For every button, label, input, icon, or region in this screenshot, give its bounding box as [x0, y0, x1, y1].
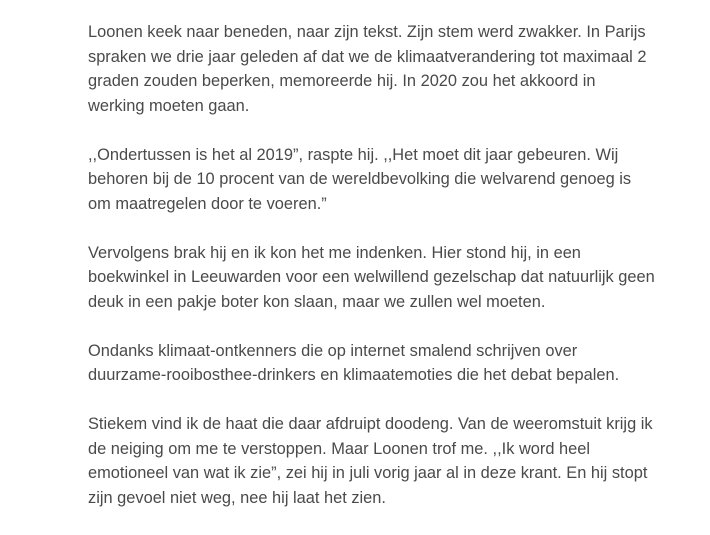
paragraph-line: Stiekem vind ik de haat die daar afdruipt doodeng. Van de weeromstuit krijg ik [88, 415, 653, 433]
paragraph-line: spraken we drie jaar geleden af dat we de klimaatverandering tot maximaal 2 [88, 47, 647, 66]
paragraph-line: werking moeten gaan. [88, 96, 250, 115]
paragraph-line: ,,Ondertussen is het al 2019”, raspte hij. ,,Het moet dit jaar gebeuren. Wij [88, 145, 619, 164]
article-paragraph-4 [88, 339, 688, 388]
article-paragraph-2 [88, 143, 688, 217]
paragraph-line: deuk in een pakje boter kon slaan, maar we zullen wel moeten. [88, 292, 546, 311]
article-body [88, 20, 688, 535]
paragraph-line: Loonen keek naar beneden, naar zijn tekst. Zijn stem werd zwakker. In Parijs [88, 23, 646, 41]
paragraph-line: behoren bij de 10 procent van de wereldbevolking die welvarend genoeg is [88, 170, 632, 188]
paragraph-line: zijn gevoel niet weg, nee hij laat het zien. [88, 488, 386, 507]
paragraph-line: graden zouden beperken, memoreerde hij. In 2020 zou het akkoord in [88, 72, 596, 90]
article-paragraph-5 [88, 412, 688, 510]
article-paragraph-3 [88, 241, 688, 315]
paragraph-line: Vervolgens brak hij en ik kon het me indenken. Hier stond hij, in een [88, 243, 581, 262]
paragraph-line: om maatregelen door te voeren.” [88, 194, 327, 213]
article-paragraph-1 [88, 20, 688, 118]
paragraph-line: de neiging om me te verstoppen. Maar Loonen trof me. ,,Ik word heel [88, 439, 591, 458]
paragraph-line: Ondanks klimaat-ontkenners die op internet smalend schrijven over [88, 341, 578, 360]
paragraph-line: emotioneel van wat ik zie”, zei hij in juli vorig jaar al in deze krant. En hij stopt [88, 464, 648, 482]
paragraph-line: boekwinkel in Leeuwarden voor een welwillend gezelschap dat natuurlijk geen [88, 268, 655, 286]
paragraph-line: duurzame-rooibosthee-drinkers en klimaatemoties die het debat bepalen. [88, 366, 620, 384]
